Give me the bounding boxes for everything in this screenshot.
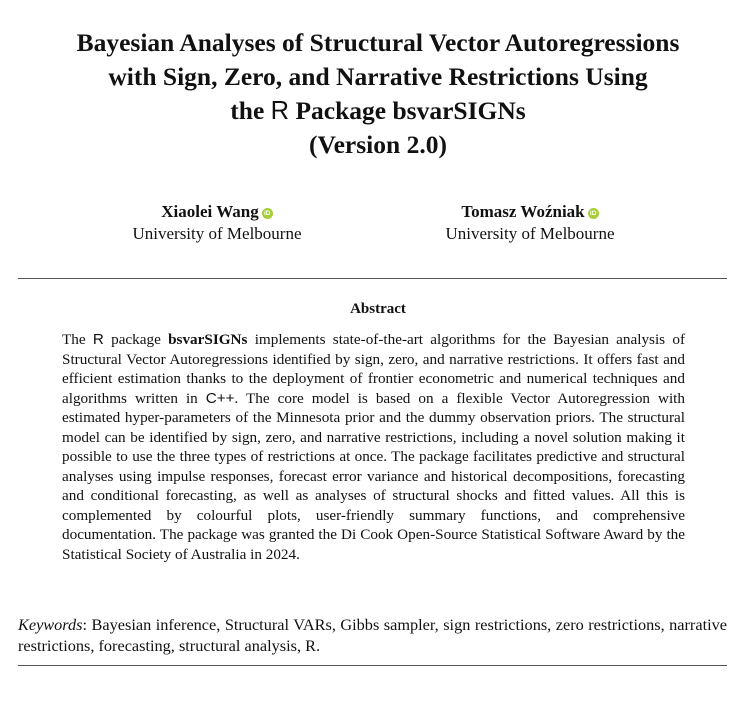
- bottom-divider: [18, 665, 727, 666]
- abstract-cpp: C++: [205, 389, 235, 407]
- abstract-text: . The core model is based on a flexible Vector Autoregression with estimated hyper-parameters of the Minnesota prior and the dummy observation priors. The structural model can be identified by sign, zero, and narrative restrictions, including a novel solution making it possible to use the three types of restrictions at once. The package facilitates predictive and structural analyses using impulse responses, forecast error variance and historical decompositions, forecasting and conditional forecasting, as well as analyses of structural shocks and fitted values. All this is complemented by colourful plots, user-friendly summary functions, and comprehensive documentation. The package was granted the Di Cook Open-Source Statistical Software Award by the Statistical Society of Australia in 2024.: [62, 389, 685, 563]
- top-divider: [18, 278, 727, 279]
- author-name: Tomasz Woźniak: [461, 202, 585, 221]
- orcid-icon[interactable]: iD: [588, 208, 599, 219]
- author-name: Xiaolei Wang: [161, 202, 259, 221]
- author-block-1: [107, 201, 327, 245]
- title-line-3: [0, 94, 756, 128]
- abstract-heading: Abstract: [350, 301, 406, 317]
- orcid-icon[interactable]: iD: [262, 208, 273, 219]
- keywords: [18, 614, 727, 656]
- title-package: Package bsvarSIGNs: [295, 96, 526, 125]
- author-block-2: [420, 201, 640, 245]
- title-line-2: with Sign, Zero, and Narrative Restrictions Using: [108, 62, 648, 91]
- abstract-body: [62, 330, 685, 564]
- keywords-text: : Bayesian inference, Structural VARs, Gibbs sampler, sign restrictions, zero restrictions, narrative restrictions, forecasting, structural analysis, R.: [18, 615, 727, 655]
- author-affiliation: University of Melbourne: [445, 224, 615, 243]
- abstract-text: implements state-of-the-art algorithms for the Bayesian analysis of Structural Vector Autoregressions identified by sign, zero, and narrative restrictions. It offers fast and efficient estimation thanks to the deployment of frontier econometric and numerical techniques and algorithms written in: [62, 331, 685, 407]
- author-affiliation: University of Melbourne: [132, 224, 302, 243]
- title-line-1: Bayesian Analyses of Structural Vector Autoregressions: [76, 28, 680, 57]
- abstract-text: package: [111, 331, 161, 348]
- title-the: the: [230, 96, 265, 125]
- title-version: (Version 2.0): [309, 130, 447, 159]
- paper-title: [0, 26, 756, 162]
- abstract-package-name: bsvarSIGNs: [168, 331, 248, 348]
- abstract-text: The: [62, 331, 86, 348]
- keywords-label: Keywords: [18, 615, 83, 634]
- title-r-name: R: [270, 97, 290, 125]
- abstract-r-name: R: [92, 331, 104, 348]
